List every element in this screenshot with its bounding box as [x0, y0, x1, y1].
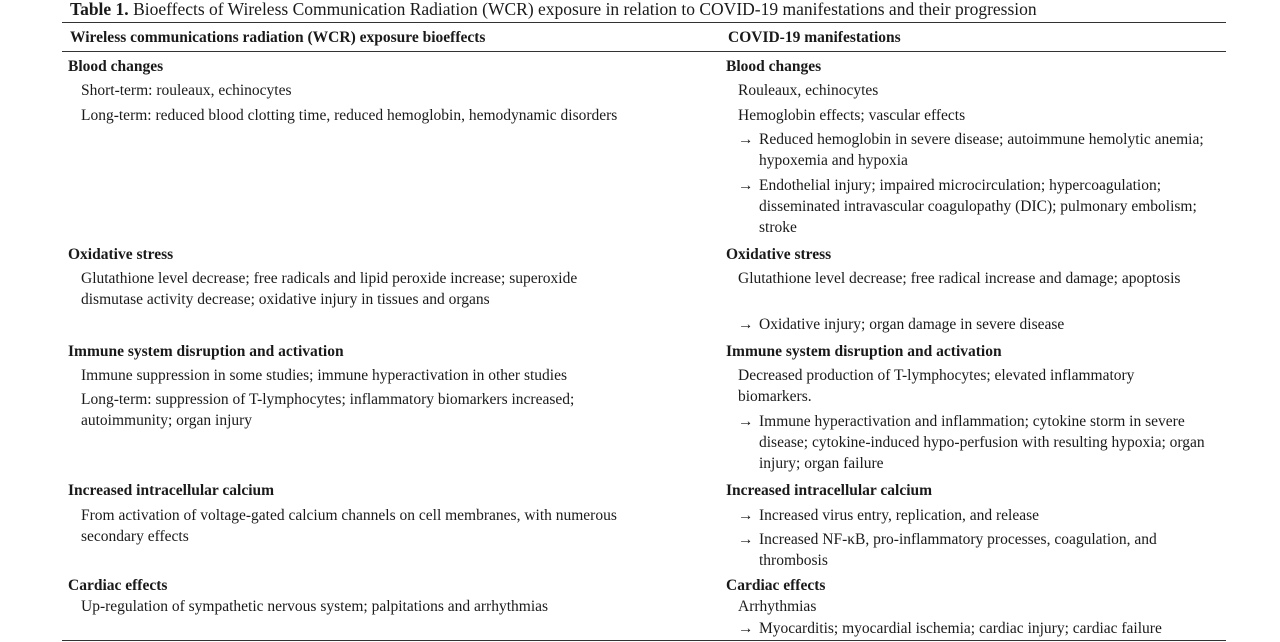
right-section-title-immune: Immune system disruption and activation — [726, 343, 1002, 360]
right-arrow-item — [738, 505, 1229, 526]
right-arrow-text: Reduced hemoglobin in severe disease; autoimmune hemolytic anemia; hypoxemia and hypoxia — [759, 131, 1204, 169]
left-section-title-cardiac: Cardiac effects — [68, 577, 168, 594]
right-arrow-text: Increased virus entry, replication, and release — [759, 507, 1040, 524]
arrow-icon: → — [738, 531, 754, 548]
right-arrow-text: Oxidative injury; organ damage in severe disease — [759, 316, 1065, 333]
arrow-icon: → — [738, 177, 754, 194]
right-item: Arrhythmias — [738, 598, 817, 615]
arrow-icon: → — [738, 620, 754, 637]
right-item: Decreased production of T-lymphocytes; elevated inflammatory biomarkers. — [738, 367, 1135, 405]
left-item: Short-term: rouleaux, echinocytes — [81, 82, 292, 99]
right-arrow-item — [738, 529, 1229, 571]
right-arrow-item — [738, 129, 1229, 171]
right-arrow-item — [738, 618, 1229, 639]
left-item: From activation of voltage-gated calcium channels on cell membranes, with numerous secondary effects — [81, 507, 617, 545]
right-item: Glutathione level decrease; free radical increase and damage; apoptosis — [738, 270, 1181, 287]
arrow-icon: → — [738, 507, 754, 524]
right-section-title-calcium: Increased intracellular calcium — [726, 482, 933, 499]
right-arrow-text: Endothelial injury; impaired microcirculation; hypercoagulation; disseminated intravascular coagulopathy (DIC); pulmonary embolism; stroke — [759, 177, 1197, 236]
arrow-icon: → — [738, 131, 754, 148]
left-section-title-blood: Blood changes — [68, 58, 164, 75]
column-header-wcr: Wireless communications radiation (WCR) exposure bioeffects — [70, 29, 486, 46]
header-rule — [62, 51, 1226, 52]
table-caption — [70, 0, 1037, 20]
table-caption-label: Table 1. — [70, 0, 129, 19]
left-item: Long-term: suppression of T-lymphocytes; inflammatory biomarkers increased; autoimmunity; organ injury — [81, 391, 575, 429]
arrow-icon: → — [738, 316, 754, 333]
left-item: Immune suppression in some studies; immune hyperactivation in other studies — [81, 367, 568, 384]
left-section-title-oxidative: Oxidative stress — [68, 246, 174, 263]
right-arrow-text: Immune hyperactivation and inflammation; cytokine storm in severe disease; cytokine-induced hypo-perfusion with resulting hypoxia; organ injury; organ failure — [759, 413, 1205, 472]
left-section-title-immune: Immune system disruption and activation — [68, 343, 344, 360]
right-item: Hemoglobin effects; vascular effects — [738, 107, 966, 124]
left-item: Long-term: reduced blood clotting time, reduced hemoglobin, hemodynamic disorders — [81, 107, 618, 124]
left-item: Up-regulation of sympathetic nervous system; palpitations and arrhythmias — [81, 598, 549, 615]
top-rule — [62, 22, 1226, 23]
right-arrow-item — [738, 411, 1229, 474]
bottom-rule — [62, 640, 1226, 641]
right-section-title-blood: Blood changes — [726, 58, 822, 75]
right-arrow-item — [738, 314, 1229, 335]
right-section-title-oxidative: Oxidative stress — [726, 246, 832, 263]
column-header-covid: COVID-19 manifestations — [728, 29, 901, 46]
right-arrow-item — [738, 175, 1229, 238]
right-arrow-text: Increased NF-κB, pro-inflammatory processes, coagulation, and thrombosis — [759, 531, 1157, 569]
arrow-icon: → — [738, 413, 754, 430]
right-item: Rouleaux, echinocytes — [738, 82, 879, 99]
right-section-title-cardiac: Cardiac effects — [726, 577, 826, 594]
left-section-title-calcium: Increased intracellular calcium — [68, 482, 275, 499]
right-arrow-text: Myocarditis; myocardial ischemia; cardiac injury; cardiac failure — [759, 620, 1162, 637]
left-item: Glutathione level decrease; free radicals and lipid peroxide increase; superoxide dismutase activity decrease; oxidative injury in tissues and organs — [81, 270, 578, 308]
table-caption-text: Bioeffects of Wireless Communication Radiation (WCR) exposure in relation to COVID-19 manifestations and their progression — [128, 0, 1037, 19]
